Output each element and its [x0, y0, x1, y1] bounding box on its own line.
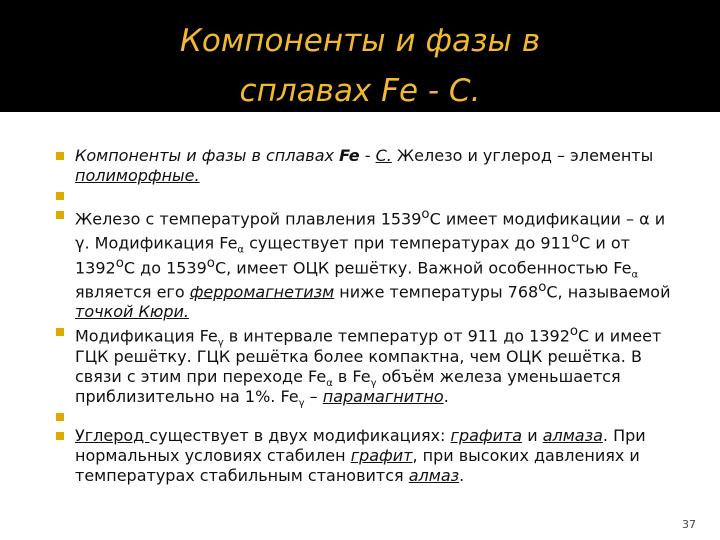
text-run: Модификация Fe [75, 326, 218, 346]
subscript: α [326, 377, 333, 389]
text-run: - [359, 146, 376, 165]
text-run: С и от 1392 [75, 233, 630, 277]
bullet-item-carbon [56, 426, 676, 486]
text-run: С имеет модификации – α и γ. Модификация Fe [75, 209, 666, 253]
bullet-list [56, 146, 676, 486]
term-curie-point: точкой Кюри. [75, 302, 189, 322]
bullet-square-icon [56, 328, 64, 336]
text-run: С до 1539 [123, 257, 207, 277]
text-run: является его [75, 282, 190, 302]
term-graphite: графита [450, 425, 523, 445]
term-ferromagnetism: ферромагнетизм [189, 282, 335, 302]
subscript: α [631, 269, 639, 281]
bullet-item-gamma [56, 322, 676, 409]
term-graphite: графит [350, 445, 413, 465]
text-run: Железо с температурой плавления 1539 [75, 209, 422, 229]
text-run: Железо и углерод – элементы [391, 146, 654, 165]
text-run: существует в двух модификациях: [149, 425, 451, 445]
term-carbon: Углерод [75, 425, 150, 445]
bullet-square-icon [56, 152, 64, 160]
degree-mark: о [569, 324, 579, 340]
text-run: С. [375, 146, 392, 165]
term-paramagnetic: парамагнитно [322, 386, 444, 406]
text-run: Fe [339, 146, 360, 165]
text-run: в Fe [332, 366, 371, 386]
title-line-2: сплавах Fe - C. [239, 73, 481, 109]
bullet-heading [75, 146, 392, 165]
text-run: С и имеет ГЦК решётку. ГЦК решётка более компактна, чем ОЦК решётка. В связи с этим при переходе Fe [75, 326, 662, 386]
text-run: . При нормальных условиях стабилен [75, 425, 646, 465]
bullet-item-iron [56, 205, 676, 322]
bullet-square-icon [56, 211, 64, 219]
text-run: С, имеет ОЦК решётку. Важной особенностью Fe [214, 257, 632, 277]
title-line-1: Компоненты и фазы в [179, 23, 541, 59]
bullet-item-components [56, 146, 676, 186]
subscript: γ [298, 397, 305, 409]
bullet-square-icon [56, 192, 64, 200]
degree-mark: о [421, 207, 430, 222]
text-run: и [522, 425, 543, 445]
term-diamond: алмаз [408, 465, 460, 485]
bullet-square-icon [56, 413, 64, 421]
bullet-square-icon [56, 432, 64, 440]
bullet-item-empty [56, 186, 676, 205]
degree-mark: о [115, 255, 124, 271]
text-run: – [304, 386, 323, 406]
term-diamond: алмаза [542, 425, 603, 445]
text-run: С, называемой [546, 282, 671, 302]
subscript: γ [370, 377, 377, 389]
degree-mark: о [538, 279, 547, 295]
degree-mark: о [570, 231, 580, 247]
text-run: объём железа уменьшается приблизительно на 1%. Fe [75, 366, 621, 406]
term-polymorphic: полиморфные. [75, 166, 200, 185]
text-run: Компоненты и фазы в сплавах [75, 146, 340, 165]
subscript: γ [217, 337, 224, 349]
text-run: в интервале температур от 911 до 1392 [223, 326, 570, 346]
text-run: , при высоких давлениях и температурах стабильным становится [75, 445, 640, 485]
text-run: существует при температурах до 911 [244, 233, 571, 253]
bullet-item-empty [56, 407, 676, 426]
slide-title [0, 16, 720, 116]
degree-mark: о [206, 255, 215, 271]
text-run: ниже температуры 768 [334, 282, 539, 302]
subscript: α [237, 244, 245, 256]
page-number: 37 [682, 518, 696, 531]
text-run: . [459, 465, 465, 485]
text-run: . [443, 386, 449, 406]
